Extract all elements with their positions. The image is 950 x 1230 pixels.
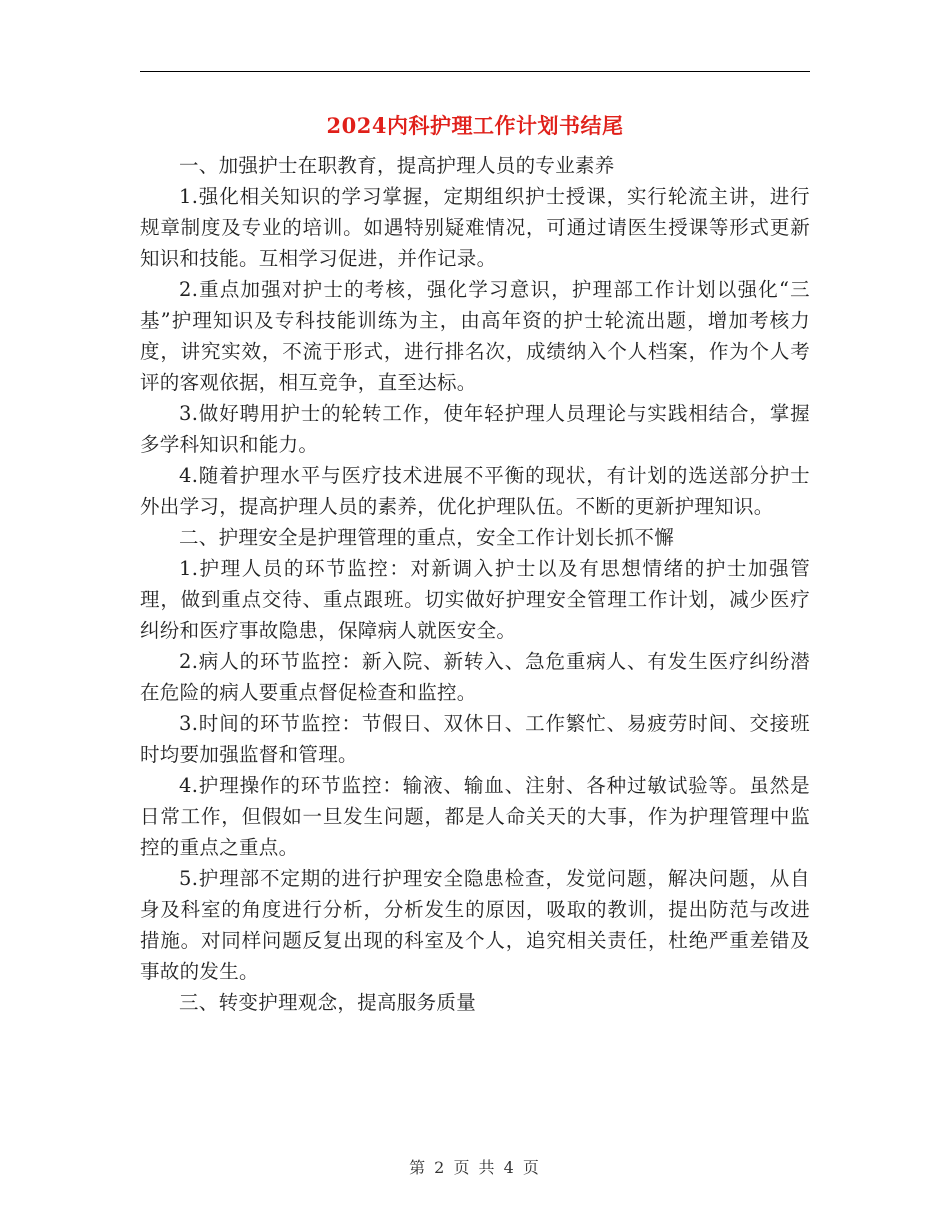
paragraph-2-3: 3.时间的环节监控：节假日、双休日、工作繁忙、易疲劳时间、交接班时均要加强监督和管理。 — [140, 712, 810, 766]
paragraph-2-1: 1.护理人员的环节监控：对新调入护士以及有思想情绪的护士加强管理，做到重点交待、重点跟班。切实做好护理安全管理工作计划，减少医疗纠纷和医疗事故隐患，保障病人就医安全。 — [140, 557, 810, 642]
document-body — [140, 150, 810, 1018]
document-title: 2024内科护理工作计划书结尾 — [326, 113, 624, 138]
section-heading-3: 三、转变护理观念，提高服务质量 — [179, 991, 477, 1014]
paragraph-2-4: 4.护理操作的环节监控：输液、输血、注射、各种过敏试验等。虽然是日常工作，但假如一旦发生问题，都是人命关天的大事，作为护理管理中监控的重点之重点。 — [140, 774, 810, 859]
header-rule — [140, 71, 810, 72]
section-heading-1: 一、加强护士在职教育，提高护理人员的专业素养 — [179, 154, 615, 177]
paragraph-2-5: 5.护理部不定期的进行护理安全隐患检查，发觉问题，解决问题，从自身及科室的角度进行分析，分析发生的原因，吸取的教训，提出防范与改进措施。对同样问题反复出现的科室及个人，追究相关责任，杜绝严重差错及事故的发生。 — [140, 867, 810, 983]
paragraph-1-4: 4.随着护理水平与医疗技术进展不平衡的现状，有计划的选送部分护士外出学习，提高护理人员的素养，优化护理队伍。不断的更新护理知识。 — [140, 464, 810, 518]
section-heading-2: 二、护理安全是护理管理的重点，安全工作计划长抓不懈 — [179, 526, 675, 549]
paragraph-1-2: 2.重点加强对护士的考核，强化学习意识，护理部工作计划以强化“三基”护理知识及专科技能训练为主，由高年资的护士轮流出题，增加考核力度，讲究实效，不流于形式，进行排名次，成绩纳入个人档案，作为个人考评的客观依据，相互竞争，直至达标。 — [140, 278, 810, 394]
paragraph-1-3: 3.做好聘用护士的轮转工作，使年轻护理人员理论与实践相结合，掌握多学科知识和能力。 — [140, 402, 810, 456]
paragraph-1-1: 1.强化相关知识的学习掌握，定期组织护士授课，实行轮流主讲，进行规章制度及专业的培训。如遇特别疑难情况，可通过请医生授课等形式更新知识和技能。互相学习促进，并作记录。 — [140, 185, 810, 270]
paragraph-2-2: 2.病人的环节监控：新入院、新转入、急危重病人、有发生医疗纠纷潜在危险的病人要重点督促检查和监控。 — [140, 650, 810, 704]
page-number: 第 2 页 共 4 页 — [409, 1158, 541, 1177]
